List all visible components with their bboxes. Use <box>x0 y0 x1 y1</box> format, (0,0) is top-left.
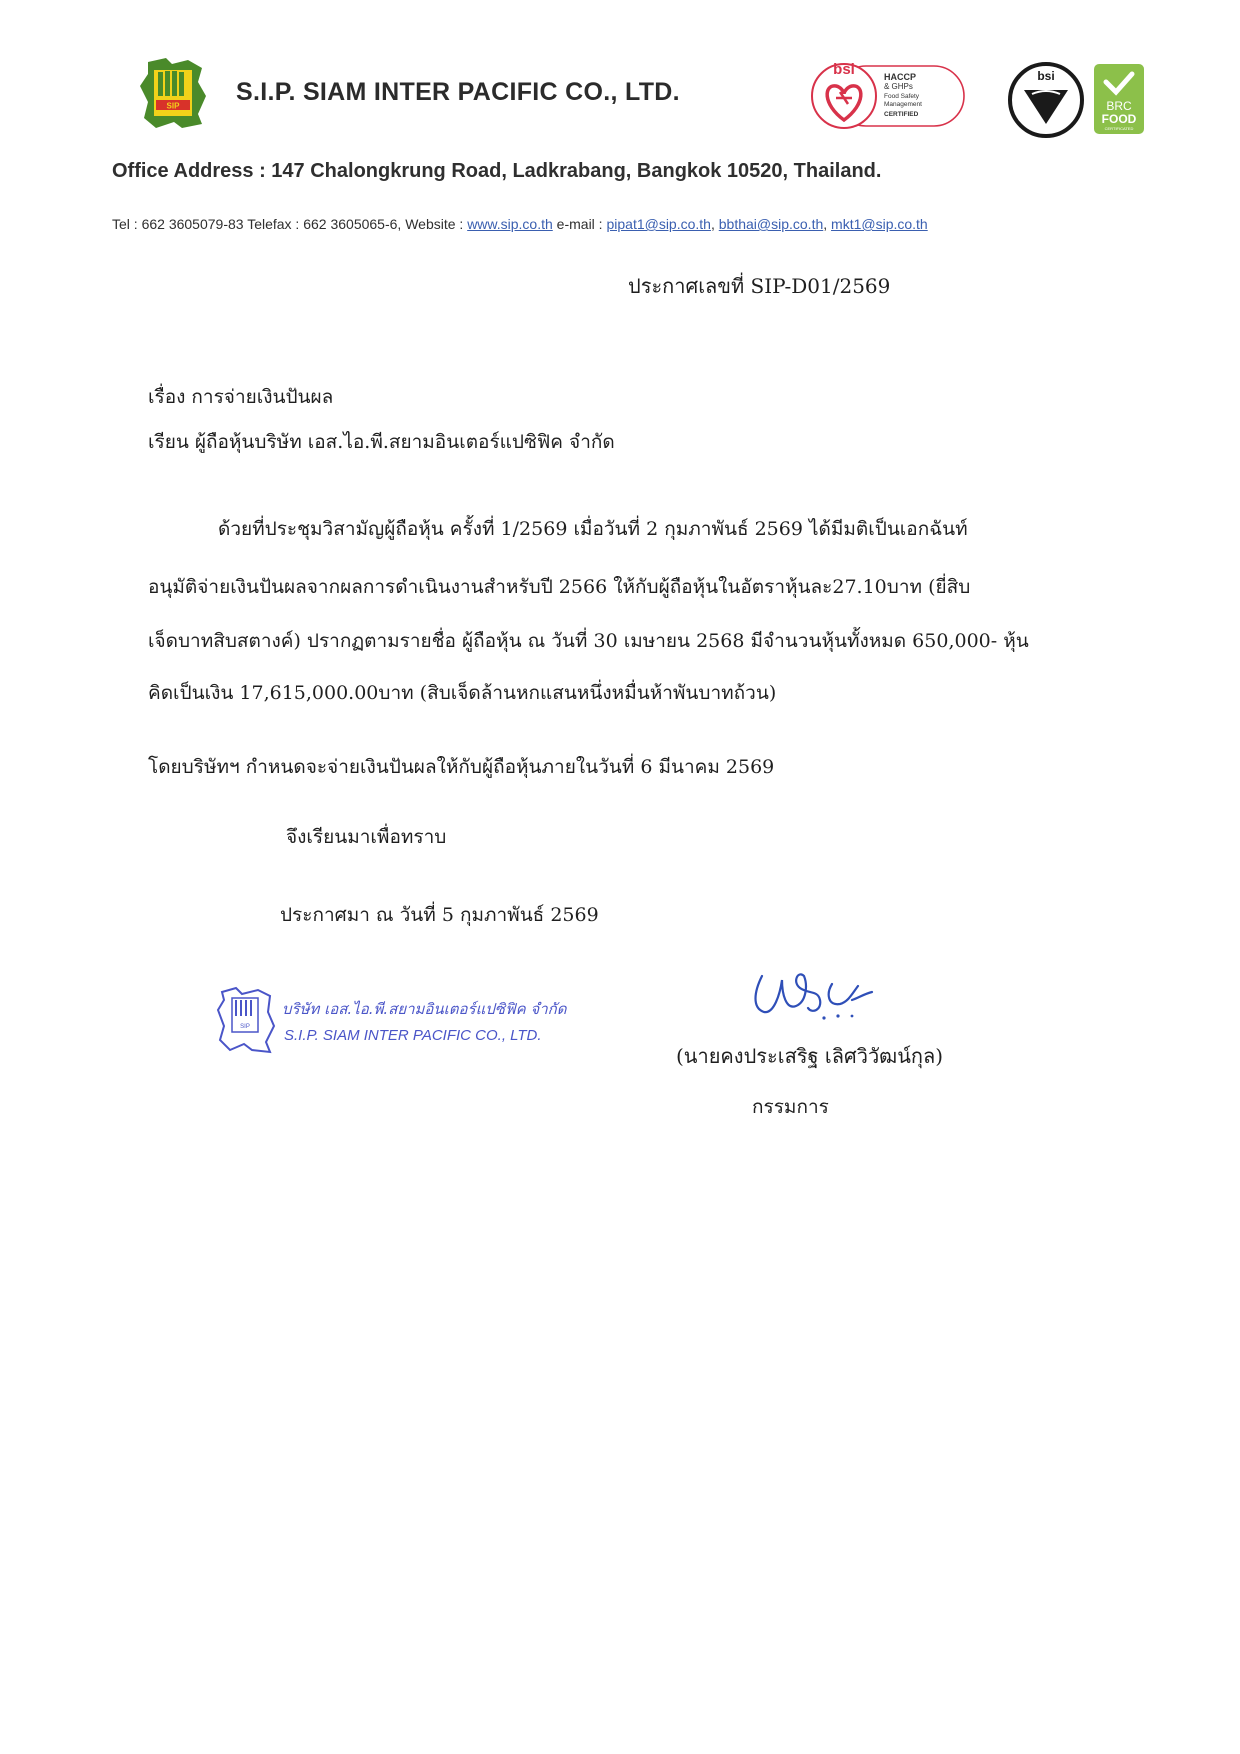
announcement-number: ประกาศเลขที่ SIP-D01/2569 <box>628 274 891 298</box>
payment-date-paragraph: โดยบริษัทฯ กำหนดจะจ่ายเงินปันผลให้กับผู้ถือหุ้นภายในวันที่ 6 มีนาคม 2569 <box>148 756 775 778</box>
svg-text:bsi: bsi <box>1037 69 1055 83</box>
email-label: e-mail : <box>552 216 607 232</box>
office-address: Office Address : 147 Chalongkrung Road, Ladkrabang, Bangkok 10520, Thailand. <box>112 160 882 182</box>
svg-text:HACCP: HACCP <box>884 72 917 82</box>
svg-text:BRC: BRC <box>1106 99 1132 113</box>
svg-text:Management: Management <box>884 101 922 108</box>
signer-name: (นายคงประเสริฐ เลิศวิวัฒน์กุล) <box>676 1044 944 1068</box>
svg-text:S.I.P. SIAM INTER PACIFIC CO.,: S.I.P. SIAM INTER PACIFIC CO., LTD. <box>284 1027 542 1044</box>
svg-text:CERTIFIED: CERTIFIED <box>884 111 919 118</box>
contact-phone-fax: Tel : 662 3605079-83 Telefax : 662 3605065-6, Website : <box>112 216 468 232</box>
company-name: S.I.P. SIAM INTER PACIFIC CO., LTD. <box>236 78 680 106</box>
svg-text:บริษัท เอส.ไอ.พี.สยามอินเตอร์แ: บริษัท เอส.ไอ.พี.สยามอินเตอร์แปซิฟิค จำกัด <box>282 1000 567 1018</box>
letter-recipient: เรียน ผู้ถือหุ้นบริษัท เอส.ไอ.พี.สยามอินเตอร์แปซิฟิค จำกัด <box>148 431 615 453</box>
svg-text:SIP: SIP <box>240 1024 250 1030</box>
bsi-haccp-certification-logo <box>806 54 968 136</box>
paragraph-1-line-4: คิดเป็นเงิน 17,615,000.00บาท (สิบเจ็ดล้านหกแสนหนึ่งหมื่นห้าพันบาทถ้วน) <box>148 682 777 704</box>
email-link-bbthai[interactable]: bbthai@sip.co.th <box>718 216 824 232</box>
svg-text:SIP: SIP <box>166 101 180 111</box>
announced-date: ประกาศมา ณ วันที่ 5 กุมภาพันธ์ 2569 <box>280 904 599 926</box>
paragraph-1-line-1: ด้วยที่ประชุมวิสามัญผู้ถือหุ้น ครั้งที่ 1/2569 เมื่อวันที่ 2 กุมภาพันธ์ 2569 ได้มีมติเป็นเอกฉันท์ <box>218 518 968 540</box>
closing-line: จึงเรียนมาเพื่อทราบ <box>286 826 447 848</box>
paragraph-1-line-2: อนุมัติจ่ายเงินปันผลจากผลการดำเนินงานสำหรับปี 2566 ให้กับผู้ถือหุ้นในอัตราหุ้นละ27.10บาท (ยี่สิบ <box>148 576 971 598</box>
email-separator: , <box>823 216 832 232</box>
website-link[interactable]: www.sip.co.th <box>467 216 553 232</box>
contact-line <box>112 216 928 232</box>
svg-text:FOOD: FOOD <box>1101 112 1137 126</box>
brc-food-certificated-logo <box>1094 64 1144 134</box>
bsi-kitemark-logo <box>1006 60 1086 140</box>
svg-text:CERTIFICATED: CERTIFICATED <box>1104 126 1134 131</box>
letter-subject: เรื่อง การจ่ายเงินปันผล <box>148 386 334 408</box>
company-logo <box>138 56 208 130</box>
signer-title: กรรมการ <box>752 1096 829 1118</box>
paragraph-1-line-3: เจ็ดบาทสิบสตางค์) ปรากฏตามรายชื่อ ผู้ถือหุ้น ณ วันที่ 30 เมษายน 2568 มีจำนวนหุ้นทั้งหมด 650,000- หุ้น <box>148 630 1029 652</box>
svg-text:Food Safety: Food Safety <box>884 93 920 100</box>
svg-text:& GHPs: & GHPs <box>884 82 913 91</box>
email-link-mkt[interactable]: mkt1@sip.co.th <box>831 216 928 232</box>
svg-text:bsi: bsi <box>833 61 855 78</box>
handwritten-signature <box>748 964 878 1026</box>
email-link-pipat[interactable]: pipat1@sip.co.th <box>606 216 711 232</box>
company-stamp <box>216 982 576 1056</box>
email-separator: , <box>710 216 719 232</box>
